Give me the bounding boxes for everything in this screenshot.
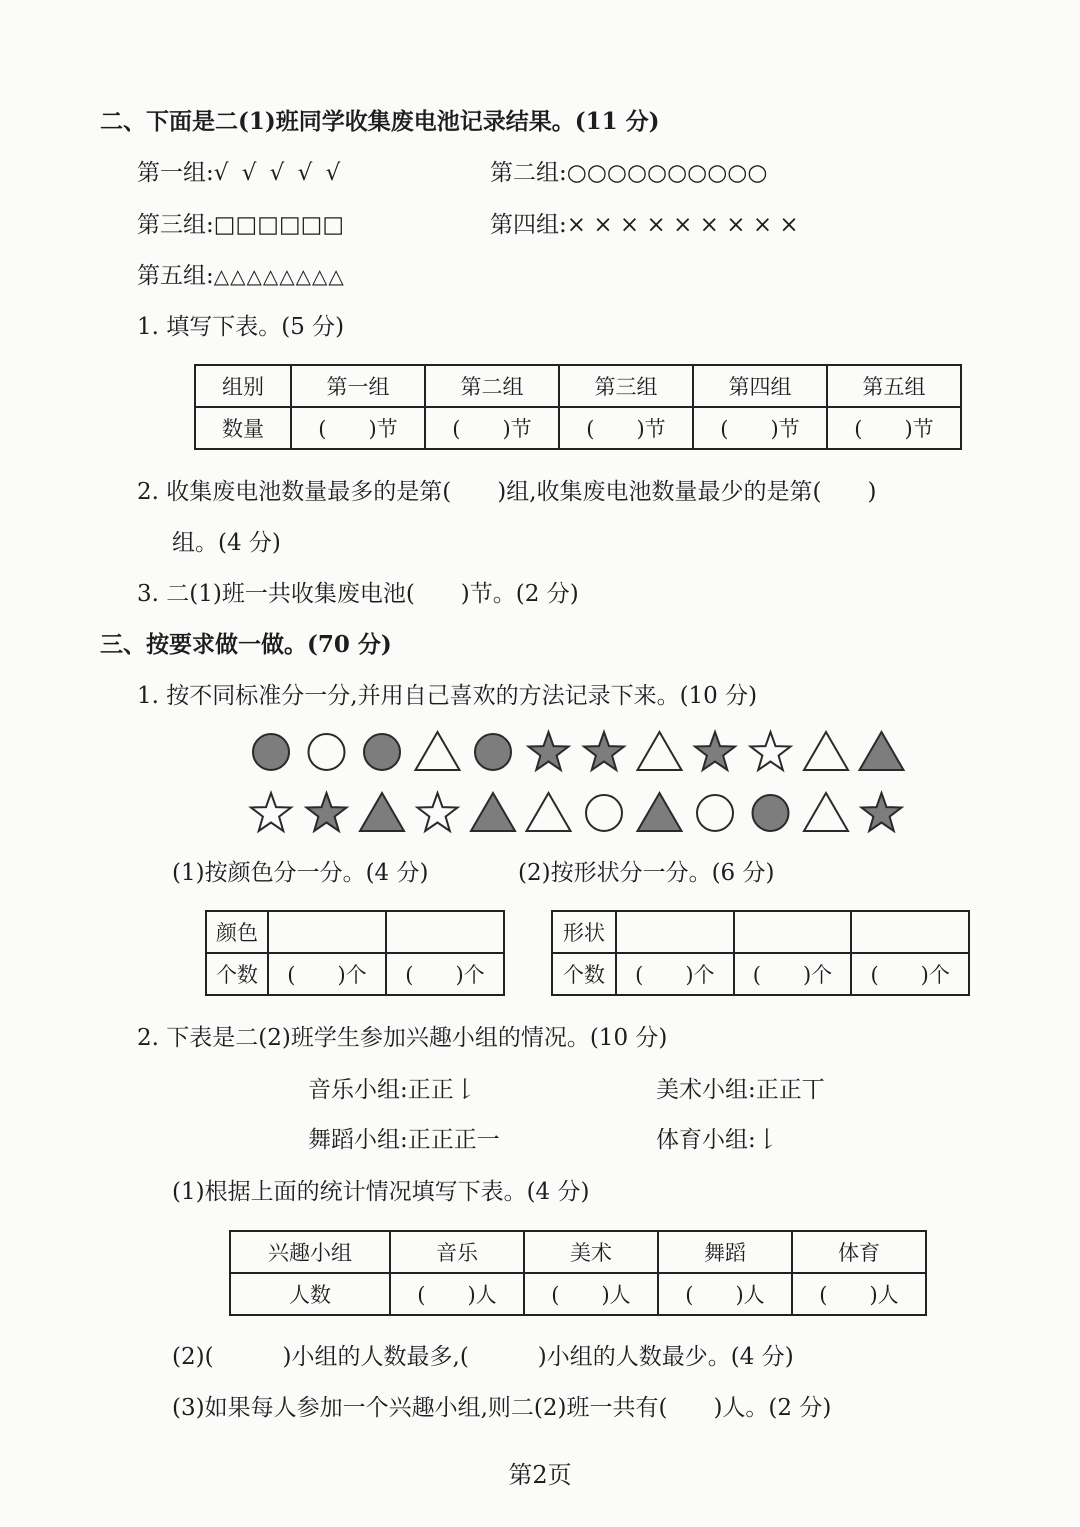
tally-dance — [308, 1125, 500, 1155]
table-header-row — [195, 365, 961, 407]
table-header-cell: 颜色 — [206, 911, 268, 953]
answer-cell[interactable]: ( )人 — [390, 1273, 524, 1315]
table-header-row — [206, 911, 504, 953]
question-2-2: 2. 收集废电池数量最多的是第( )组,收集废电池数量最少的是第( ) — [137, 479, 877, 505]
question-3-1: 1. 按不同标准分一分,并用自己喜欢的方法记录下来。(10 分) — [137, 683, 758, 709]
table-header-cell: 音乐 — [390, 1231, 524, 1273]
square-marks: □□□□□□ — [213, 212, 345, 238]
group-3-record — [137, 210, 344, 240]
group-label: 第四组: — [490, 212, 567, 238]
hollow-star-icon — [751, 732, 791, 770]
answer-cell[interactable] — [386, 911, 504, 953]
tally-label: 体育小组: — [656, 1127, 756, 1153]
table-row — [230, 1273, 926, 1315]
answer-cell[interactable] — [268, 911, 386, 953]
hollow-triangle-icon — [804, 732, 848, 770]
question-2-3: 3. 二(1)班一共收集废电池( )节。(2 分) — [137, 581, 579, 607]
tally-marks: 正正丅 — [755, 1077, 825, 1103]
table-header-cell: 美术 — [524, 1231, 658, 1273]
question-2-1: 1. 填写下表。(5 分) — [137, 314, 345, 340]
table-row-label: 数量 — [195, 407, 291, 449]
question-2-2-cont: 组。(4 分) — [172, 530, 281, 556]
shape-table — [551, 910, 970, 996]
answer-cell[interactable]: ( )人 — [792, 1273, 926, 1315]
section-2-title: 二、下面是二(1)班同学收集废电池记录结果。(11 分) — [100, 108, 660, 135]
answer-cell[interactable]: ( )节 — [559, 407, 693, 449]
question-3-2-sub3: (3)如果每人参加一个兴趣小组,则二(2)班一共有( )人。(2 分) — [172, 1395, 832, 1421]
table-header-row — [552, 911, 969, 953]
battery-table — [194, 364, 962, 450]
answer-cell[interactable] — [851, 911, 969, 953]
hollow-star-icon — [418, 793, 458, 831]
filled-star-icon — [695, 732, 735, 770]
table-row-label: 个数 — [552, 953, 616, 995]
answer-cell[interactable]: ( )个 — [268, 953, 386, 995]
tally-marks: 𠄌 — [755, 1127, 779, 1153]
filled-star-icon — [307, 793, 347, 831]
hollow-circle-icon — [586, 795, 622, 831]
group-1-record — [137, 158, 343, 188]
table-row-label: 人数 — [230, 1273, 390, 1315]
question-3-1-sub2: (2)按形状分一分。(6 分) — [518, 860, 775, 886]
table-header-cell: 第三组 — [559, 365, 693, 407]
hollow-circle-icon — [697, 795, 733, 831]
table-header-cell: 第一组 — [291, 365, 425, 407]
tally-sports — [656, 1125, 779, 1155]
answer-cell[interactable] — [616, 911, 734, 953]
answer-cell[interactable]: ( )个 — [386, 953, 504, 995]
group-4-record — [490, 210, 799, 240]
answer-cell[interactable] — [734, 911, 852, 953]
tally-art — [656, 1075, 825, 1105]
table-header-cell: 第五组 — [827, 365, 961, 407]
table-header-cell: 组别 — [195, 365, 291, 407]
answer-cell[interactable]: ( )个 — [851, 953, 969, 995]
tally-marks: 正正𠄌 — [407, 1077, 477, 1103]
filled-triangle-icon — [471, 793, 515, 831]
circle-marks: ○○○○○○○○○○ — [566, 160, 768, 186]
filled-star-icon — [584, 732, 624, 770]
answer-cell[interactable]: ( )节 — [693, 407, 827, 449]
hollow-triangle-icon — [416, 732, 460, 770]
filled-star-icon — [862, 793, 902, 831]
filled-circle-icon — [753, 795, 789, 831]
color-table — [205, 910, 505, 996]
section-3-title: 三、按要求做一做。(70 分) — [100, 631, 392, 658]
filled-circle-icon — [364, 734, 400, 770]
filled-star-icon — [529, 732, 569, 770]
table-row-label: 个数 — [206, 953, 268, 995]
table-header-cell: 第二组 — [425, 365, 559, 407]
tally-marks: 正正正一 — [407, 1127, 500, 1153]
answer-cell[interactable]: ( )人 — [524, 1273, 658, 1315]
group-5-record — [137, 261, 345, 291]
tally-label: 舞蹈小组: — [308, 1127, 408, 1153]
cross-marks: × × × × × × × × × — [566, 212, 799, 238]
filled-triangle-icon — [860, 732, 904, 770]
filled-triangle-icon — [638, 793, 682, 831]
hollow-triangle-icon — [638, 732, 682, 770]
hollow-star-icon — [251, 793, 291, 831]
question-3-1-sub1: (1)按颜色分一分。(4 分) — [172, 860, 429, 886]
filled-triangle-icon — [360, 793, 404, 831]
filled-circle-icon — [253, 734, 289, 770]
group-label: 第一组: — [137, 160, 214, 186]
table-header-cell: 形状 — [552, 911, 616, 953]
question-3-2-sub2: (2)( )小组的人数最多,( )小组的人数最少。(4 分) — [172, 1344, 794, 1370]
group-label: 第五组: — [137, 263, 214, 289]
interest-table — [229, 1230, 927, 1316]
answer-cell[interactable]: ( )节 — [827, 407, 961, 449]
table-row — [195, 407, 961, 449]
group-label: 第二组: — [490, 160, 567, 186]
group-2-record — [490, 158, 767, 188]
hollow-triangle-icon — [527, 793, 571, 831]
answer-cell[interactable]: ( )个 — [616, 953, 734, 995]
table-header-cell: 兴趣小组 — [230, 1231, 390, 1273]
answer-cell[interactable]: ( )节 — [425, 407, 559, 449]
table-header-row — [230, 1231, 926, 1273]
answer-cell[interactable]: ( )节 — [291, 407, 425, 449]
question-3-2-sub1: (1)根据上面的统计情况填写下表。(4 分) — [172, 1179, 590, 1205]
tally-label: 音乐小组: — [308, 1077, 408, 1103]
table-header-cell: 舞蹈 — [658, 1231, 792, 1273]
filled-circle-icon — [475, 734, 511, 770]
hollow-triangle-icon — [804, 793, 848, 831]
table-header-cell: 体育 — [792, 1231, 926, 1273]
tally-music — [308, 1075, 477, 1105]
table-row — [206, 953, 504, 995]
shapes-area — [0, 720, 1080, 850]
answer-cell[interactable]: ( )人 — [658, 1273, 792, 1315]
tally-label: 美术小组: — [656, 1077, 756, 1103]
table-row — [552, 953, 969, 995]
group-label: 第三组: — [137, 212, 214, 238]
page-number: 第2页 — [508, 1461, 572, 1489]
check-marks: √ √ √ √ √ — [213, 160, 344, 186]
hollow-circle-icon — [309, 734, 345, 770]
table-header-cell: 第四组 — [693, 365, 827, 407]
answer-cell[interactable]: ( )个 — [734, 953, 852, 995]
question-3-2: 2. 下表是二(2)班学生参加兴趣小组的情况。(10 分) — [137, 1025, 668, 1051]
triangle-marks: △△△△△△△△ — [213, 264, 345, 288]
